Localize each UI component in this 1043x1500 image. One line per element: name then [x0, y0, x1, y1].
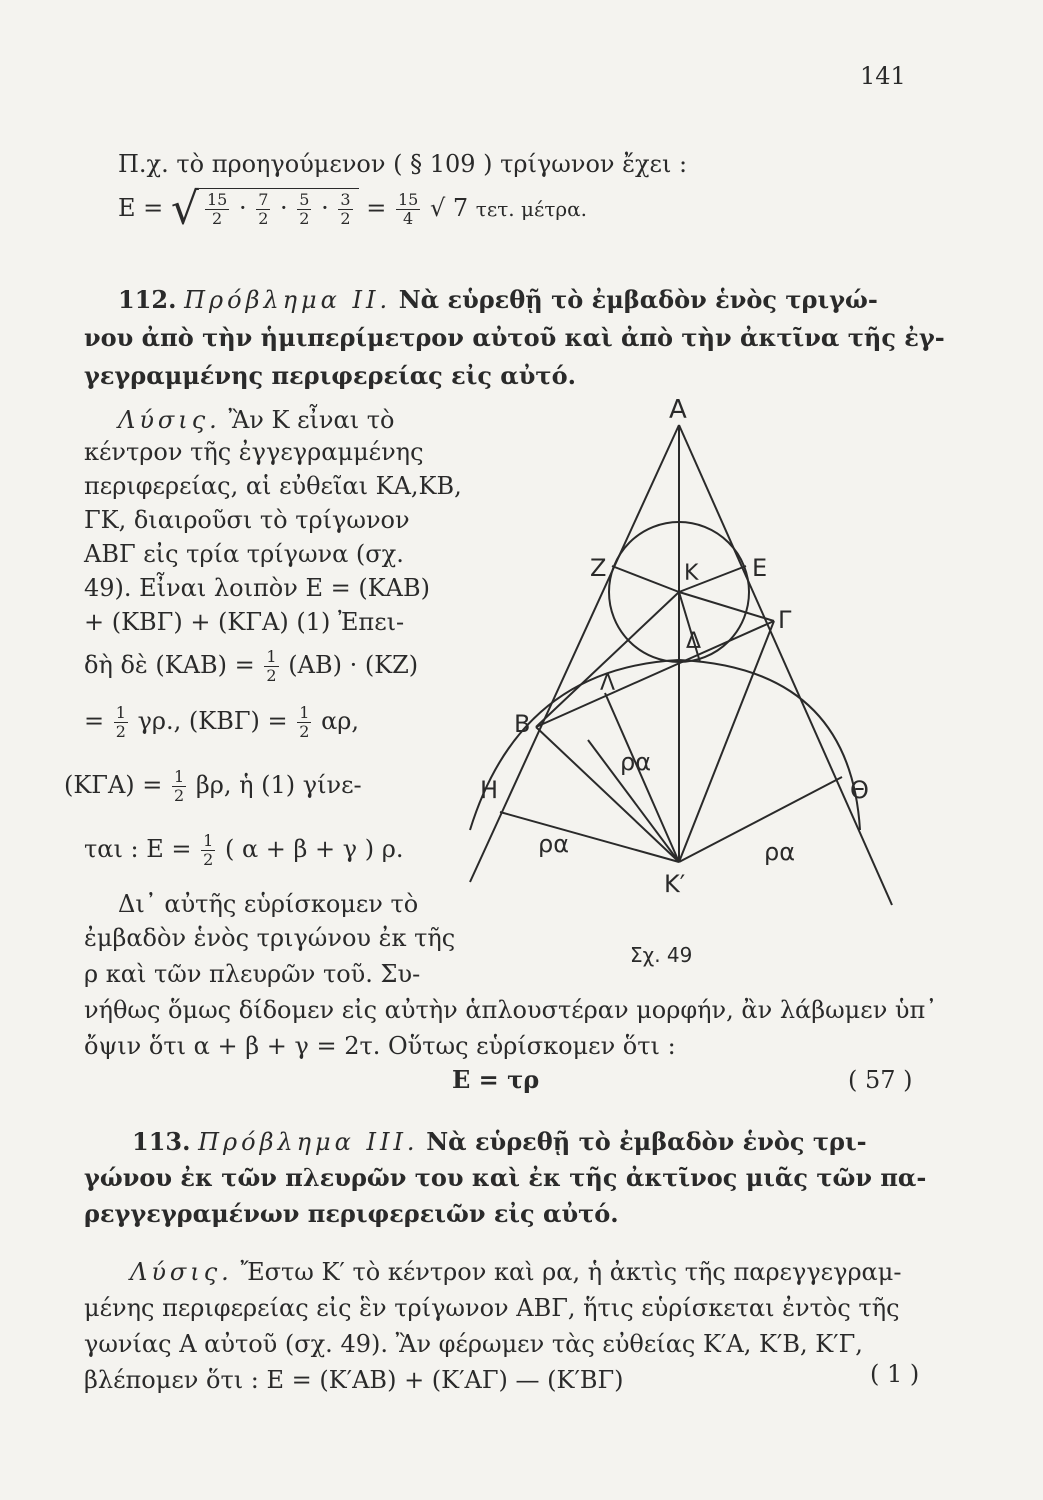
solution-112-line-13: ἐμβαδὸν ἑνὸς τριγώνου ἐκ τῆς [84, 924, 456, 952]
problem-113-line-1 [132, 1126, 867, 1158]
label-ra-2: ρα [538, 830, 570, 858]
problem-number: 113. [132, 1127, 191, 1156]
excircle-arc [470, 660, 860, 830]
label-g: Γ [778, 606, 792, 634]
label-k: Κ [684, 561, 699, 586]
solution-112-line-4: ΓΚ, διαιροῦσι τὸ τρίγωνον [84, 506, 410, 534]
problem-label: Πρόβλημα ΙΙΙ. [198, 1128, 419, 1156]
example-formula [118, 183, 588, 235]
solution-112-line-2: κέντρον τῆς ἐγγεγραμμένης [84, 438, 424, 466]
radicand: $\frac{15}{2}$ · $\frac{7}{2}$ · $\frac{5}{2}$ · $\frac{3}{2}$ [199, 188, 359, 228]
label-b: Β [514, 710, 531, 738]
solution-113-line-3: γωνίας Α αὐτοῦ (σχ. 49). Ἂν φέρωμεν τὰς εὐθείας Κ′Α, Κ′Β, Κ′Γ, [84, 1330, 863, 1358]
figure-49 [455, 380, 915, 980]
label-th: Θ [850, 776, 869, 804]
label-ra-3: ρα [764, 838, 796, 866]
label-kprime: Κ′ [664, 870, 686, 898]
unit-text: τετ. μέτρα. [475, 197, 588, 221]
fraction: $\frac{1}{2}$ [115, 703, 126, 741]
fraction: $\frac{7}{2}$ [258, 190, 269, 228]
label-a: Α [669, 395, 687, 425]
problem-label: Πρόβλημα ΙΙ. [184, 286, 392, 314]
radical-sign: √ [170, 183, 199, 235]
solution-112-line-10: (ΚΓΑ) = $\frac{1}{2}$ βρ, ἡ (1) γίνε- [64, 767, 362, 805]
solution-112-line-3: περιφερείας, αἱ εὐθεῖαι ΚΑ,ΚΒ, [84, 472, 462, 500]
label-e: Ε [752, 554, 768, 582]
label-ra-1: ρα [620, 748, 652, 776]
formula-57: Ε = τρ [452, 1065, 540, 1094]
label-l: Λ [600, 671, 616, 696]
problem-text: Νὰ εὑρεθῇ τὸ ἐμβαδὸν ἑνὸς τρι- [426, 1127, 867, 1156]
fraction: $\frac{15}{4}$ [397, 190, 419, 228]
solution-112-line-9: = $\frac{1}{2}$ γρ., (ΚΒΓ) = $\frac{1}{2}$ αρ, [84, 703, 360, 741]
equation-number-1: ( 1 ) [870, 1360, 920, 1388]
solution-112-line-12: Δι᾽ αὐτῆς εὑρίσκομεν τὸ [118, 890, 419, 918]
problem-number: 112. [118, 285, 177, 314]
solution-112-line-5: ΑΒΓ εἰς τρία τρίγωνα (σχ. [84, 540, 404, 568]
root-seven: √ 7 [429, 194, 469, 222]
fraction: $\frac{5}{2}$ [299, 190, 310, 228]
page-number: 141 [860, 62, 906, 90]
solution-112-line-11: ται : Ε = $\frac{1}{2}$ ( α + β + γ ) ρ. [84, 831, 404, 869]
solution-113-line-1: Λύσις. Ἔστω Κ′ τὸ κέντρον καὶ ρα, ἡ ἀκτὶς τῆς παρεγγεγραμ- [130, 1258, 902, 1286]
label-d: Δ [686, 629, 702, 654]
solution-112-line-15: νήθως ὅμως δίδομεν εἰς αὐτὴν ἁπλουστέραν μορφήν, ἂν λάβωμεν ὑπ᾽ [84, 996, 938, 1024]
line-kprime-th [679, 777, 842, 862]
fraction: $\frac{1}{2}$ [174, 767, 185, 805]
problem-112-line-1 [118, 284, 878, 316]
solution-113-line-4: βλέπομεν ὅτι : Ε = (Κ′ΑΒ) + (Κ′ΑΓ) — (Κ′ΒΓ) [84, 1366, 624, 1394]
problem-112-line-2: νου ἀπὸ τὴν ἡμιπερίμετρον αὐτοῦ καὶ ἀπὸ τὴν ἀκτῖνα τῆς ἐγ- [84, 323, 945, 352]
problem-text: Νὰ εὑρεθῇ τὸ ἐμβαδὸν ἑνὸς τριγώ- [398, 285, 878, 314]
solution-112-line-8: δὴ δὲ (ΚΑΒ) = $\frac{1}{2}$ (ΑΒ) · (ΚΖ) [84, 647, 419, 685]
solution-112-line-7: + (ΚΒΓ) + (ΚΓΑ) (1) Ἐπει- [84, 608, 405, 636]
fraction: $\frac{1}{2}$ [299, 703, 310, 741]
label-h: Η [480, 776, 499, 804]
fraction: $\frac{15}{2}$ [206, 190, 228, 228]
solution-label: Λύσις. [118, 406, 221, 434]
solution-112-line-1: Λύσις. Ἂν Κ εἶναι τὸ [118, 406, 395, 434]
solution-112-line-16: ὄψιν ὅτι α + β + γ = 2τ. Οὕτως εὑρίσκομεν ὅτι : [84, 1032, 676, 1060]
solution-112-line-14: ρ καὶ τῶν πλευρῶν τοῦ. Συ- [84, 960, 421, 988]
equation-number-57: ( 57 ) [848, 1066, 913, 1094]
solution-112-line-6: 49). Εἶναι λοιπὸν Ε = (ΚΑΒ) [84, 574, 430, 602]
equals-sign: = [366, 194, 387, 222]
fraction: $\frac{1}{2}$ [266, 647, 277, 685]
fraction: $\frac{3}{2}$ [340, 190, 351, 228]
line-k-z [612, 566, 679, 592]
problem-113-line-2: γώνου ἐκ τῶν πλευρῶν του καὶ ἐκ τῆς ἀκτῖνος μιᾶς τῶν πα- [84, 1163, 927, 1192]
fraction: $\frac{1}{2}$ [203, 831, 214, 869]
solution-label: Λύσις. [130, 1258, 233, 1286]
problem-113-line-3: ρεγγεγραμένων περιφερειῶν εἰς αὐτό. [84, 1199, 619, 1228]
example-intro: Π.χ. τὸ προηγούμενον ( § 109 ) τρίγωνον ἔχει : [118, 150, 688, 178]
formula-lhs: Ε = [118, 194, 164, 222]
figure-caption: Σχ. 49 [630, 943, 693, 967]
side-line-b [679, 425, 892, 905]
problem-112-line-3: γεγραμμένης περιφερείας εἰς αὐτό. [84, 361, 576, 390]
solution-113-line-2: μένης περιφερείας εἰς ἓν τρίγωνον ΑΒΓ, ἥτις εὑρίσκεται ἐντὸς τῆς [84, 1294, 900, 1322]
label-z: Ζ [590, 554, 607, 582]
